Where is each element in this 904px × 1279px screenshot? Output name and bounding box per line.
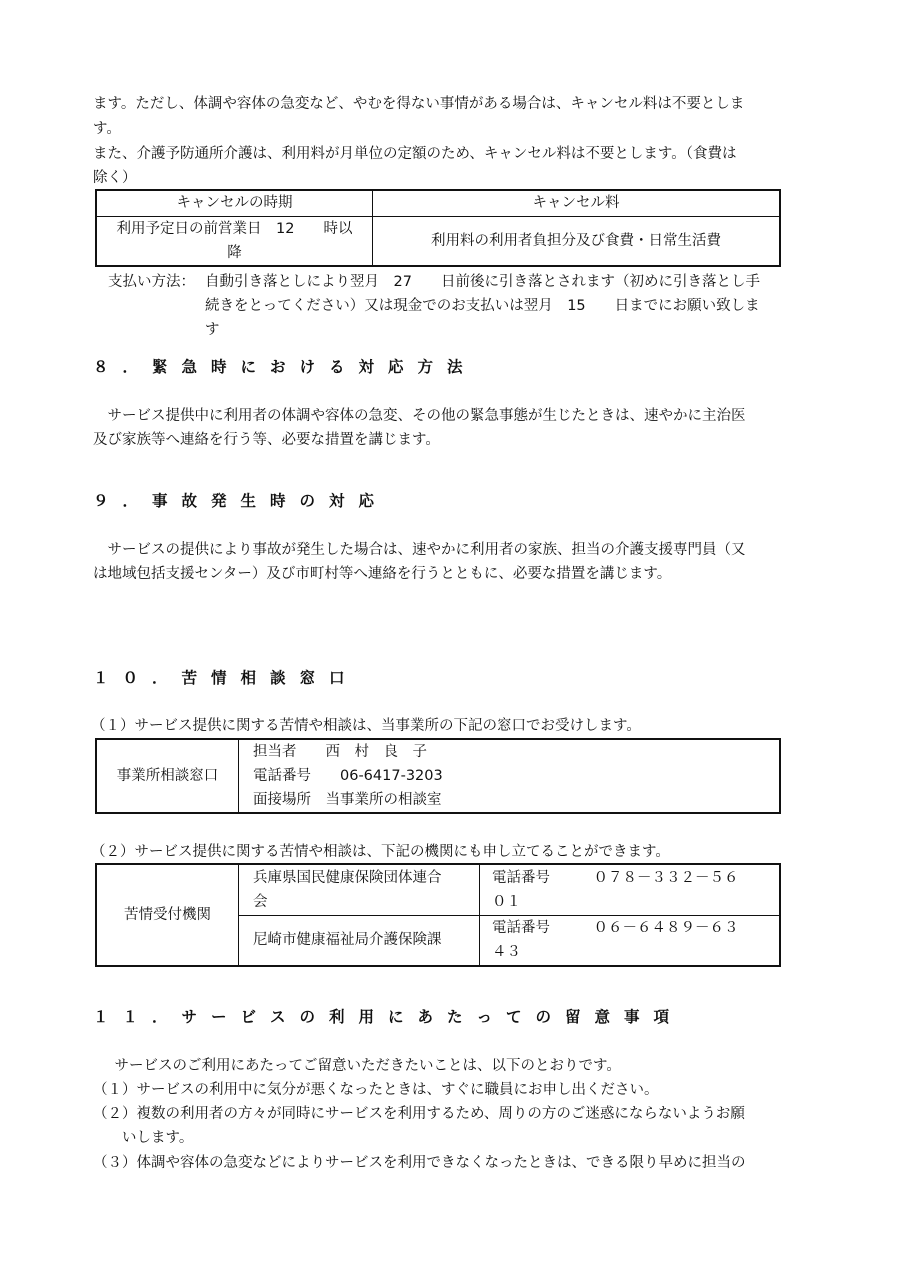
cancel-fee-cell: 利用料の利用者負担分及び食費・日常生活費 xyxy=(373,216,781,266)
office-contact-person: 担当者 西 村 良 子 xyxy=(253,744,427,760)
agency-1-phone-line-1: 電話番号 ０７８－３３２－５６ xyxy=(492,869,739,886)
cancel-period-line-1: 利用予定日の前営業日 12 時以 xyxy=(116,220,353,237)
cancel-header-period: キャンセルの時期 xyxy=(96,190,373,216)
section-11-item-2-line-1: （２）複数の利用者の方々が同時にサービスを利用するため、周りの方のご迷惑にならないようお願 xyxy=(93,1106,745,1122)
cancel-period-line-2: 降 xyxy=(227,244,242,261)
intro-line-2: す。 xyxy=(93,121,121,137)
section-11-intro: サービスのご利用にあたってご留意いただきたいことは、以下のとおりです。 xyxy=(100,1058,621,1074)
agency-1-phone-line-2: ０１ xyxy=(492,893,521,910)
agency-1-phone xyxy=(480,864,781,915)
intro-line-4: 除く） xyxy=(93,170,137,186)
section-10-sub-1: （１）サービス提供に関する苦情や相談は、当事業所の下記の窓口でお受けします。 xyxy=(91,718,641,734)
section-9-line-2: は地域包括支援センター）及び市町村等へ連絡を行うとともに、必要な措置を講じます。 xyxy=(93,566,672,582)
office-contact-place: 面接場所 当事業所の相談室 xyxy=(253,792,442,808)
agency-2-phone-line-2: ４３ xyxy=(492,944,521,961)
office-contact-details xyxy=(239,739,781,813)
office-contact-table xyxy=(95,738,781,814)
payment-line-2: 続きをとってください）又は現金でのお支払いは翌月 15 日までにお願い致しま xyxy=(205,298,760,314)
cancel-period-cell xyxy=(96,216,373,266)
section-11-item-1: （１）サービスの利用中に気分が悪くなったときは、すぐに職員にお申し出ください。 xyxy=(93,1082,659,1098)
agency-1-name-line-2: 会 xyxy=(253,893,268,910)
section-9-heading: ９．事故発生時の対応 xyxy=(93,492,389,510)
section-11-item-3: （３）体調や容体の急変などによりサービスを利用できなくなったときは、できる限り早めに担当の xyxy=(93,1155,746,1171)
section-8-line-2: 及び家族等へ連絡を行う等、必要な措置を講じます。 xyxy=(93,432,440,448)
agency-1-name xyxy=(239,864,480,915)
office-contact-label: 事業所相談窓口 xyxy=(96,739,239,813)
agency-label: 苦情受付機関 xyxy=(96,864,239,966)
payment-line-3: す xyxy=(205,322,220,338)
cancel-fee-table xyxy=(95,189,781,267)
section-10-heading: １０．苦情相談窓口 xyxy=(93,669,359,687)
intro-line-1: ます。ただし、体調や容体の急変など、やむを得ない事情がある場合は、キャンセル料は不要としま xyxy=(93,96,745,112)
agency-2-name: 尼崎市健康福祉局介護保険課 xyxy=(239,915,480,966)
section-9-line-1: サービスの提供により事故が発生した場合は、速やかに利用者の家族、担当の介護支援専門員（又 xyxy=(93,542,746,558)
section-8-line-1: サービス提供中に利用者の体調や容体の急変、その他の緊急事態が生じたときは、速やかに主治医 xyxy=(93,408,746,424)
cancel-header-fee: キャンセル料 xyxy=(373,190,781,216)
payment-line-1: 自動引き落としにより翌月 27 日前後に引き落とされます（初めに引き落とし手 xyxy=(205,274,760,290)
section-8-heading: ８．緊急時における対応方法 xyxy=(93,358,477,376)
agency-table xyxy=(95,863,781,967)
agency-2-phone-line-1: 電話番号 ０６－６４８９－６３ xyxy=(492,920,739,937)
office-contact-phone: 電話番号 06-6417-3203 xyxy=(253,768,443,784)
payment-label: 支払い方法： xyxy=(108,274,195,290)
section-11-heading: １１．サービスの利用にあたっての留意事項 xyxy=(93,1008,684,1026)
intro-line-3: また、介護予防通所介護は、利用料が月単位の定額のため、キャンセル料は不要とします。（食費は xyxy=(93,146,737,162)
agency-1-name-line-1: 兵庫県国民健康保険団体連合 xyxy=(253,869,442,886)
agency-2-phone xyxy=(480,915,781,966)
section-10-sub-2: （２）サービス提供に関する苦情や相談は、下記の機関にも申し立てることができます。 xyxy=(91,844,670,860)
section-11-item-2-line-2: いします。 xyxy=(93,1130,194,1146)
